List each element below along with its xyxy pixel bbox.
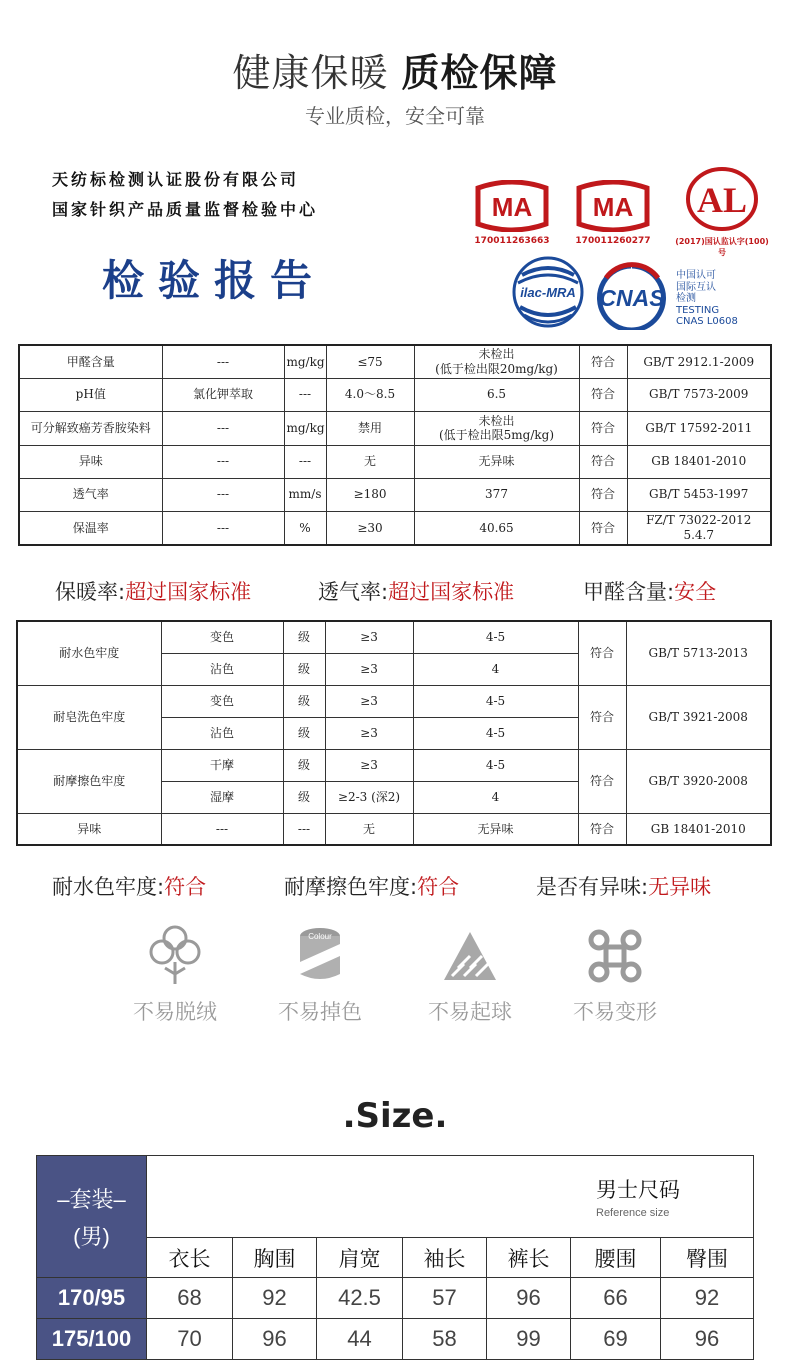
table2-cell-result: 无异味	[413, 813, 578, 845]
table2-cell-requirement: ≥3	[325, 653, 413, 685]
table2-cell-unit: 级	[283, 717, 325, 749]
size-value-cell: 42.5	[317, 1278, 403, 1319]
cma-number-2: 170011260277	[575, 236, 651, 246]
ilac-logo	[512, 253, 584, 335]
feature-label: 不易起球	[428, 1000, 512, 1024]
cotton-icon	[145, 922, 205, 986]
table2-cell-result: 4-5	[413, 749, 578, 781]
table1-cell-result: 40.65	[414, 511, 579, 545]
table2-cell-result: 4-5	[413, 717, 578, 749]
summary-value: 符合	[164, 875, 207, 899]
table2-cell-unit: 级	[283, 621, 325, 653]
table2-cell-requirement: 无	[325, 813, 413, 845]
table2-cell-condition: 变色	[161, 621, 283, 653]
table1-cell-verdict: 符合	[579, 378, 627, 411]
svg-text:MA: MA	[491, 192, 533, 222]
table1-cell-condition: ---	[162, 411, 284, 445]
table2-cell-standard: GB/T 5713-2013	[626, 621, 771, 685]
table1-cell-verdict: 符合	[579, 345, 627, 378]
size-row	[37, 1278, 754, 1319]
table2-cell-verdict: 符合	[578, 813, 626, 845]
feature-no-fading	[255, 922, 385, 1026]
size-table	[36, 1155, 754, 1360]
cnas-side-line: TESTING	[676, 304, 720, 316]
table1-cell-requirement: 4.0～8.5	[326, 378, 414, 411]
summary-item-water-fastness	[52, 871, 206, 901]
summary-value: 无异味	[648, 875, 712, 899]
table2-cell-item: 耐摩擦色牢度	[17, 749, 161, 813]
table1-cell-verdict: 符合	[579, 511, 627, 545]
summary-value: 超过国家标准	[125, 580, 252, 604]
table1-row	[19, 411, 771, 445]
chart-title: 男士尺码	[596, 1179, 680, 1202]
table2-cell-condition: ---	[161, 813, 283, 845]
table2-cell-standard: GB/T 3921-2008	[626, 685, 771, 749]
table1-cell-requirement: 无	[326, 445, 414, 478]
summary-label: 甲醛含量:	[583, 580, 675, 604]
table2-cell-condition: 沾色	[161, 717, 283, 749]
table1-cell-item: 保温率	[19, 511, 162, 545]
table1-row	[19, 511, 771, 545]
table2-row	[17, 749, 771, 781]
feature-no-pilling	[405, 922, 535, 1026]
cnas-side-line: CNAS L0608	[676, 316, 738, 327]
table2-cell-result: 4	[413, 653, 578, 685]
table2-cell-item: 异味	[17, 813, 161, 845]
size-column-header: 腰围	[571, 1238, 661, 1278]
table2-row	[17, 621, 771, 653]
feature-no-deform	[550, 922, 680, 1026]
size-title: .Size.	[342, 1096, 448, 1136]
size-value-cell: 92	[661, 1278, 754, 1319]
table1-cell-unit: ---	[284, 445, 326, 478]
table2-cell-unit: 级	[283, 749, 325, 781]
table1-cell-standard: GB 18401-2010	[627, 445, 771, 478]
table1-cell-verdict: 符合	[579, 411, 627, 445]
colour-can-icon	[290, 922, 350, 986]
table1-cell-standard: GB/T 5453-1997	[627, 478, 771, 511]
chart-subtitle: Reference size	[596, 1207, 670, 1219]
table2-cell-verdict: 符合	[578, 621, 626, 685]
table1-cell-condition: ---	[162, 445, 284, 478]
table1-row	[19, 445, 771, 478]
summary-item-rub-fastness	[284, 871, 459, 901]
cal-logo	[672, 166, 772, 258]
feature-label: 不易变形	[573, 1000, 657, 1024]
table2-cell-condition: 干摩	[161, 749, 283, 781]
summary-value: 超过国家标准	[388, 580, 515, 604]
size-value-cell: 99	[487, 1319, 571, 1360]
table1-cell-standard: FZ/T 73022-2012 5.4.7	[627, 511, 771, 545]
table1-cell-result: 377	[414, 478, 579, 511]
size-column-header: 衣长	[147, 1238, 233, 1278]
table2-cell-condition: 沾色	[161, 653, 283, 685]
table1-cell-item: 可分解致癌芳香胺染料	[19, 411, 162, 445]
table1-cell-result: 无异味	[414, 445, 579, 478]
table1-cell-result: 未检出 (低于检出限20mg/kg)	[414, 345, 579, 378]
table1-cell-result: 未检出 (低于检出限5mg/kg)	[414, 411, 579, 445]
cma-icon	[472, 180, 552, 232]
table2-row	[17, 685, 771, 717]
ilac-mra-icon	[512, 253, 584, 331]
summary-value: 符合	[417, 875, 460, 899]
table1-cell-requirement: ≥30	[326, 511, 414, 545]
cnas-logo	[592, 262, 672, 334]
table2-cell-unit: 级	[283, 653, 325, 685]
table1-cell-standard: GB/T 17592-2011	[627, 411, 771, 445]
table2-cell-result: 4-5	[413, 685, 578, 717]
size-column-header: 胸围	[233, 1238, 317, 1278]
table2-cell-condition: 湿摩	[161, 781, 283, 813]
table1-cell-unit: mm/s	[284, 478, 326, 511]
size-value-cell: 68	[147, 1278, 233, 1319]
size-column-header: 臀围	[661, 1238, 754, 1278]
table2-cell-requirement: ≥3	[325, 717, 413, 749]
table1-cell-requirement: ≥180	[326, 478, 414, 511]
table1-cell-unit: %	[284, 511, 326, 545]
svg-text:MA: MA	[592, 192, 634, 222]
table2-cell-standard: GB/T 3920-2008	[626, 749, 771, 813]
size-value-cell: 58	[403, 1319, 487, 1360]
table2-cell-item: 耐水色牢度	[17, 621, 161, 685]
table1-cell-item: pH值	[19, 378, 162, 411]
cma-logo-1	[472, 180, 552, 246]
page-title	[0, 42, 790, 97]
size-set-cell	[37, 1156, 147, 1278]
org-line-2: 国家针织产品质量监督检验中心	[52, 200, 319, 219]
summary-item-odor	[536, 871, 711, 901]
table1-cell-result: 6.5	[414, 378, 579, 411]
table2-cell-unit: 级	[283, 685, 325, 717]
title-bold: 质检保障	[401, 51, 558, 95]
size-value-cell: 96	[661, 1319, 754, 1360]
cma-icon	[573, 180, 653, 232]
summary-item-formaldehyde	[583, 576, 716, 606]
test-table-1	[18, 344, 772, 546]
set-label: –套装–	[57, 1186, 126, 1212]
table1-cell-verdict: 符合	[579, 478, 627, 511]
size-value-cell: 57	[403, 1278, 487, 1319]
cnas-side-line: 国际互认	[676, 281, 716, 293]
table2-cell-item: 耐皂洗色牢度	[17, 685, 161, 749]
cnas-icon	[592, 262, 672, 330]
table2-cell-result: 4	[413, 781, 578, 813]
size-label-cell: 170/95	[37, 1278, 147, 1319]
size-column-header: 肩宽	[317, 1238, 403, 1278]
table1-cell-unit: mg/kg	[284, 345, 326, 378]
table1-cell-condition: ---	[162, 345, 284, 378]
table2-cell-standard: GB 18401-2010	[626, 813, 771, 845]
table1-cell-standard: GB/T 7573-2009	[627, 378, 771, 411]
table1-cell-unit: mg/kg	[284, 411, 326, 445]
cnas-side-line: 检测	[676, 293, 696, 304]
table2-cell-requirement: ≥3	[325, 685, 413, 717]
size-value-cell: 44	[317, 1319, 403, 1360]
table1-row	[19, 345, 771, 378]
table1-cell-verdict: 符合	[579, 445, 627, 478]
table2-cell-condition: 变色	[161, 685, 283, 717]
page-subtitle: 专业质检，安全可靠	[305, 104, 485, 128]
feature-label: 不易脱绒	[133, 1000, 217, 1024]
table1-cell-standard: GB/T 2912.1-2009	[627, 345, 771, 378]
command-knot-icon	[585, 922, 645, 986]
cal-icon	[672, 166, 772, 232]
table2-cell-verdict: 符合	[578, 749, 626, 813]
gender-label: (男)	[73, 1223, 110, 1249]
test-table-2	[16, 620, 772, 846]
title-normal: 健康保暖	[232, 51, 389, 95]
table1-cell-requirement: 禁用	[326, 411, 414, 445]
size-label-cell: 175/100	[37, 1319, 147, 1360]
table1-cell-item: 异味	[19, 445, 162, 478]
svg-text:AL: AL	[696, 180, 748, 220]
size-row	[37, 1319, 754, 1360]
summary-label: 耐水色牢度:	[52, 875, 165, 899]
table1-cell-condition: 氯化钾萃取	[162, 378, 284, 411]
size-value-cell: 96	[487, 1278, 571, 1319]
org-line-1: 天纺标检测认证股份有限公司	[52, 170, 300, 189]
table1-cell-condition: ---	[162, 511, 284, 545]
table1-cell-item: 透气率	[19, 478, 162, 511]
table2-cell-requirement: ≥2-3 (深2)	[325, 781, 413, 813]
size-value-cell: 96	[233, 1319, 317, 1360]
table1-cell-requirement: ≤75	[326, 345, 414, 378]
size-value-cell: 92	[233, 1278, 317, 1319]
summary-label: 透气率:	[318, 580, 389, 604]
summary-item-breathability	[318, 576, 514, 606]
table2-cell-unit: ---	[283, 813, 325, 845]
table2-cell-requirement: ≥3	[325, 621, 413, 653]
table2-cell-unit: 级	[283, 781, 325, 813]
size-value-cell: 69	[571, 1319, 661, 1360]
table1-cell-unit: ---	[284, 378, 326, 411]
size-value-cell: 66	[571, 1278, 661, 1319]
size-value-cell: 70	[147, 1319, 233, 1360]
colour-can-text: Colour	[308, 932, 332, 941]
table2-row	[17, 813, 771, 845]
table1-row	[19, 378, 771, 411]
ilac-text: ilac-MRA	[520, 285, 576, 300]
summary-label: 耐摩擦色牢度:	[284, 875, 418, 899]
size-chart-heading	[147, 1156, 754, 1238]
feature-no-shedding	[110, 922, 240, 1026]
cma-logo-2	[573, 180, 653, 246]
cma-number-1: 170011263663	[474, 236, 550, 246]
feature-label: 不易掉色	[278, 1000, 362, 1024]
cnas-text: CNAS	[599, 285, 665, 311]
table1-row	[19, 478, 771, 511]
table2-cell-verdict: 符合	[578, 685, 626, 749]
table2-cell-requirement: ≥3	[325, 749, 413, 781]
report-title: 检验报告	[102, 256, 327, 305]
cnas-side-text	[676, 270, 738, 328]
size-column-header: 袖长	[403, 1238, 487, 1278]
table1-cell-condition: ---	[162, 478, 284, 511]
summary-label: 是否有异味:	[536, 875, 649, 899]
table2-cell-result: 4-5	[413, 621, 578, 653]
cal-caption: (2017)国认监认字(100)号	[675, 237, 769, 257]
cnas-side-line: 中国认可	[676, 270, 716, 281]
table1-cell-item: 甲醛含量	[19, 345, 162, 378]
pilling-icon	[438, 922, 502, 986]
size-column-header: 裤长	[487, 1238, 571, 1278]
summary-item-warmth	[55, 576, 251, 606]
summary-value: 安全	[674, 580, 717, 604]
summary-label: 保暖率:	[55, 580, 126, 604]
